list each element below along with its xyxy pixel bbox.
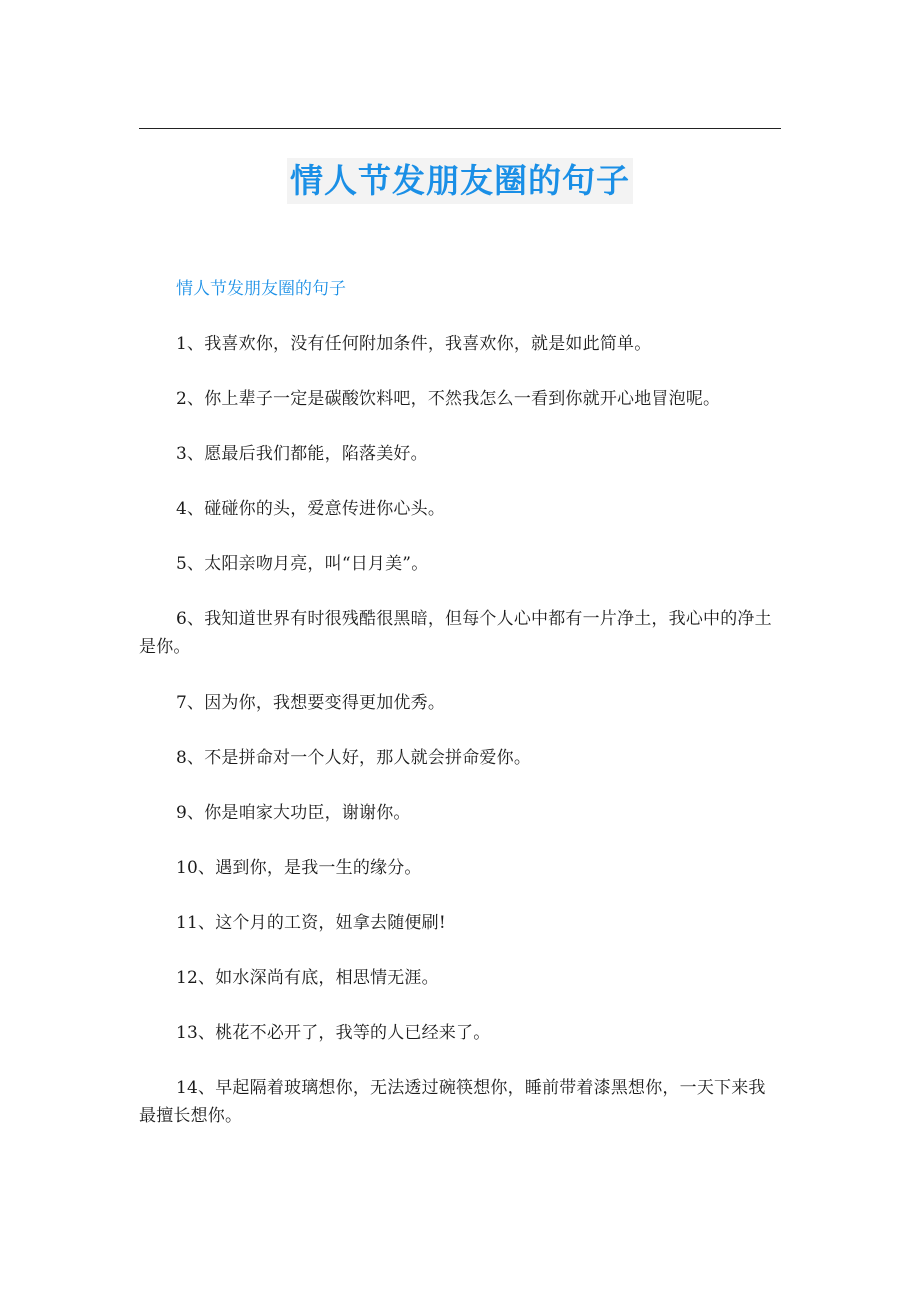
- list-item: 12、如水深尚有底，相思情无涯。: [176, 968, 439, 988]
- title-container: [0, 158, 920, 204]
- list-item: 7、因为你，我想要变得更加优秀。: [176, 693, 446, 713]
- list-item: 8、不是拼命对一个人好，那人就会拼命爱你。: [176, 748, 532, 768]
- list-item: 1、我喜欢你，没有任何附加条件，我喜欢你，就是如此简单。: [176, 334, 652, 354]
- list-item: 6、我知道世界有时很残酷很黑暗，但每个人心中都有一片净土，我心中的净土是你。: [139, 609, 772, 657]
- list-item: 2、你上辈子一定是碳酸饮料吧，不然我怎么一看到你就开心地冒泡呢。: [176, 389, 721, 409]
- document-body: [139, 275, 781, 1158]
- list-item: 5、太阳亲吻月亮，叫“日月美”。: [176, 554, 429, 574]
- list-item: 10、遇到你，是我一生的缘分。: [176, 858, 422, 878]
- list-item: 11、这个月的工资，妞拿去随便刷!: [176, 913, 446, 933]
- list-item: 9、你是咱家大功臣，谢谢你。: [176, 803, 411, 823]
- document-title: 情人节发朋友圈的句子: [287, 158, 633, 204]
- list-item: 4、碰碰你的头，爱意传进你心头。: [176, 499, 446, 519]
- header-rule: [139, 128, 781, 129]
- list-item: 3、愿最后我们都能，陷落美好。: [176, 444, 428, 464]
- list-item: 13、桃花不必开了，我等的人已经来了。: [176, 1023, 491, 1043]
- section-heading: 情人节发朋友圈的句子: [176, 279, 346, 299]
- list-item: 14、早起隔着玻璃想你，无法透过碗筷想你，睡前带着漆黑想你，一天下来我最擅长想你。: [139, 1078, 766, 1126]
